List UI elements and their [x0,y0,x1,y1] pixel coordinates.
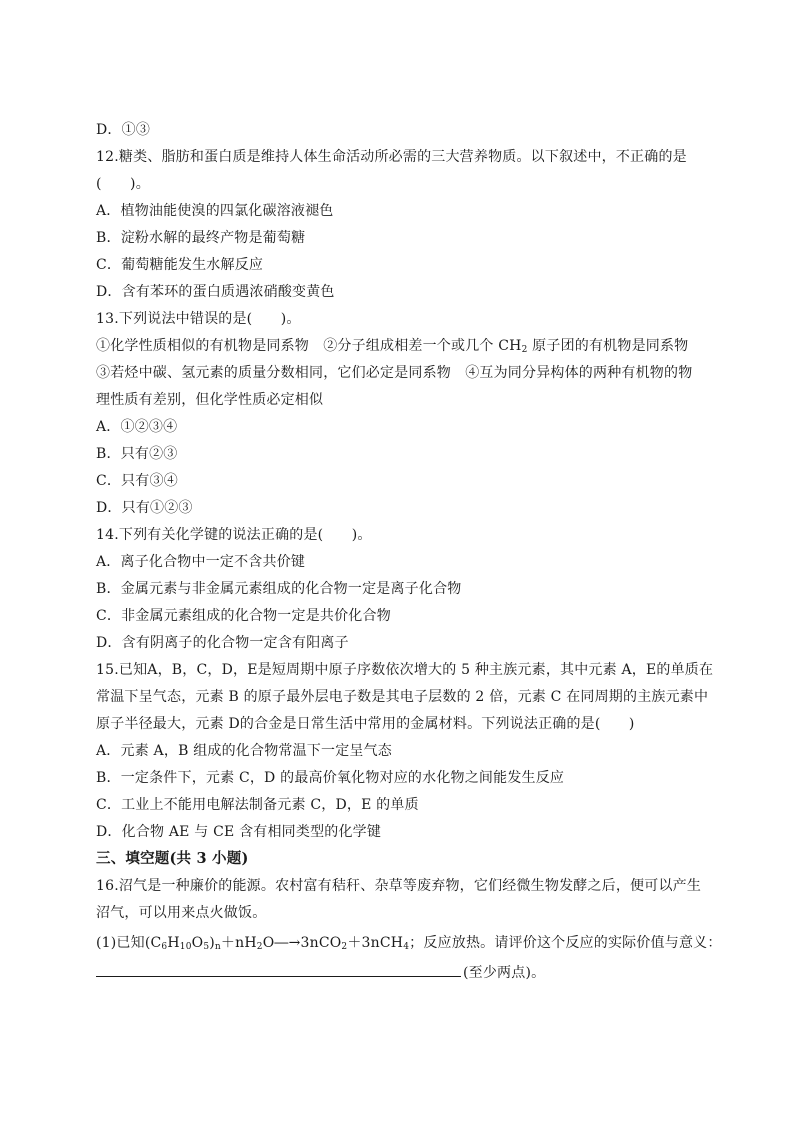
q13-option-c: C．只有③④ [96,473,178,489]
q11-option-d: D．①③ [96,122,151,138]
section-heading: 三、填空题(共 3 小题) [96,850,249,867]
q12-stem-line-2: ( )。 [96,176,150,192]
q14-option-b: B．金属元素与非金属元素组成的化合物一定是离子化合物 [96,581,462,597]
q15-option-c: C．工业上不能用电解法制备元素 C，D，E 的单质 [96,797,419,813]
q14-stem: 14.下列有关化学键的说法正确的是( )。 [96,527,372,543]
formula-text: ＋nH [220,935,257,951]
q15-option-a: A．元素 A，B 组成的化合物常温下一定呈气态 [96,743,393,759]
q13-statement-line-3: 理性质有差别，但化学性质必定相似 [96,392,324,408]
q14-option-d: D．含有阴离子的化合物一定含有阳离子 [96,635,349,651]
q13-statement-1b: 原子团的有机物是同系物 [527,338,689,354]
q14-option-a: A．离子化合物中一定不含共价键 [96,554,306,570]
q13-statement-line-1 [96,336,688,356]
q12-option-d: D．含有苯环的蛋白质遇浓硝酸变黄色 [96,284,335,300]
q12-option-b: B．淀粉水解的最终产物是葡萄糖 [96,230,306,246]
formula-text: ；反应放热。请评价这个反应的实际价值与意义： [409,935,722,951]
q13-option-d: D．只有①②③ [96,500,193,516]
q13-stem: 13.下列说法中错误的是( )。 [96,311,301,327]
formula-subscript: n [214,942,221,952]
q12-option-c: C．葡萄糖能发生水解反应 [96,257,264,273]
q12-option-a: A．植物油能使溴的四氯化碳溶液褪色 [96,203,334,219]
formula-text: H [167,935,180,951]
formula-subscript: 5 [203,942,210,952]
formula-text: O [191,935,204,951]
q15-stem-line-2: 常温下呈气态，元素 B 的原子最外层电子数是其电子层数的 2 倍，元素 C 在同周期的主族元素中 [96,689,709,705]
q15-option-b: B．一定条件下，元素 C，D 的最高价氧化物对应的水化物之间能发生反应 [96,770,565,786]
formula-subscript: 6 [161,942,168,952]
q13-statement-1a: ①化学性质相似的有机物是同系物 ②分子组成相差一个或几个 CH [96,338,522,354]
formula-text: ) [209,935,215,951]
formula-text: (1)已知(C [96,935,162,951]
formula-text: ＋3nCH [347,935,404,951]
formula-text: O―→3nCO [262,935,342,951]
q12-stem-line-1: 12.糖类、脂肪和蛋白质是维持人体生命活动所必需的三大营养物质。以下叙述中，不正确的是 [96,149,687,165]
q16-stem-line-2: 沼气，可以用来点火做饭。 [96,905,267,921]
q15-option-d: D．化合物 AE 与 CE 含有相同类型的化学键 [96,824,382,840]
q13-option-a: A．①②③④ [96,419,178,435]
q15-stem-line-1: 15.已知A，B，C，D，E是短周期中原子序数依次增大的 5 种主族元素，其中元素 A，E的单质在 [96,662,714,678]
q16-answer-line [96,962,545,983]
formula-subscript: 2 [341,942,348,952]
ch2-subscript: 2 [521,345,528,355]
q13-option-b: B．只有②③ [96,446,178,462]
q14-option-c: C．非金属元素组成的化合物一定是共价化合物 [96,608,391,624]
q16-stem-line-1: 16.沼气是一种廉价的能源。农村富有秸秆、杂草等废弃物，它们经微生物发酵之后，便可以产生 [96,878,702,894]
q15-stem-line-3: 原子半径最大，元素 D的合金是日常生活中常用的金属材料。下列说法正确的是( ) [96,716,635,732]
formula-subscript: 2 [256,942,263,952]
q16-part-1 [96,933,722,953]
formula-subscript: 4 [403,942,410,952]
formula-subscript: 10 [179,942,192,952]
answer-blank[interactable] [96,962,461,977]
answer-hint: (至少两点)。 [463,965,546,981]
q13-statement-line-2: ③若烃中碳、氢元素的质量分数相同，它们必定是同系物 ④互为同分异构体的两种有机物的物 [96,365,693,381]
